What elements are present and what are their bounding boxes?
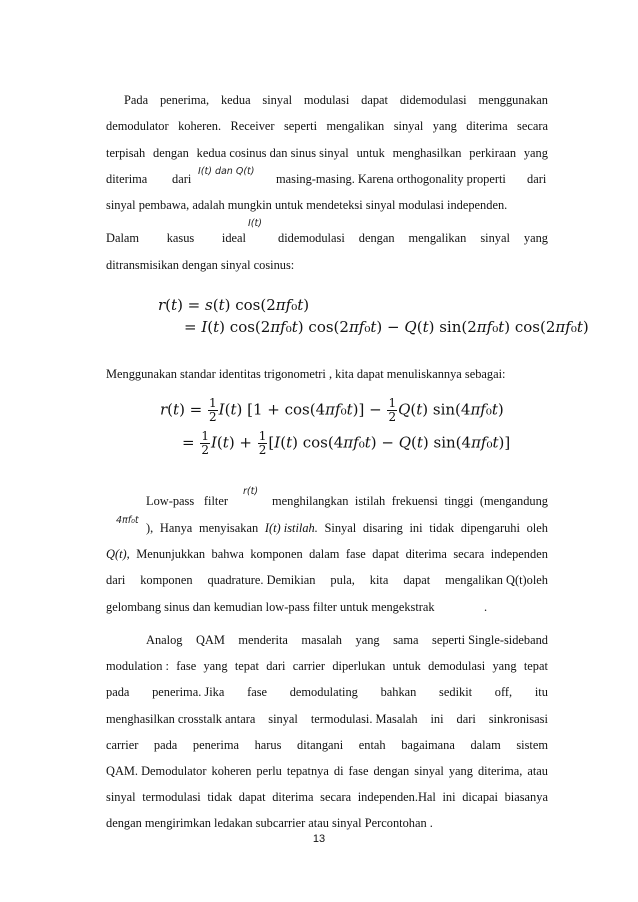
word: komponen <box>250 547 303 561</box>
word: kita <box>369 573 389 587</box>
equation2 <box>160 397 510 457</box>
word: QAM <box>195 633 225 647</box>
inline-math-i-q: I(t) dan Q(t) <box>198 166 255 177</box>
word: dicapai <box>462 790 498 804</box>
p2-line2: ditransmisikan dengan sinyal cosinus: <box>106 258 295 272</box>
word: sedikit <box>439 685 473 699</box>
p2-line1-left <box>106 230 246 246</box>
word: harus <box>254 738 282 752</box>
word: komponen <box>140 573 193 587</box>
equation1-row2: = I(t) cos(2πf₀t) cos(2πf₀t) − Q(t) sin(2πf₀t) cos(2πf₀t) <box>184 318 589 336</box>
word: secara <box>320 790 352 804</box>
p4-line3 <box>106 546 548 562</box>
word: penerima, <box>159 93 210 107</box>
p3-text: Menggunakan standar identitas trigonometri , kita dapat menuliskannya sebagai: <box>106 367 506 381</box>
word: dapat <box>403 573 431 587</box>
word: yang <box>355 633 380 647</box>
word: tepatnya <box>286 764 329 778</box>
word: dalam <box>470 738 501 752</box>
word: secara <box>453 547 485 561</box>
word: diterima <box>272 790 314 804</box>
word: sinyal <box>480 231 510 245</box>
word: Pada <box>124 93 149 107</box>
word: diterima <box>405 547 447 561</box>
word: sinyal <box>262 93 293 107</box>
p4-line4 <box>106 572 548 588</box>
p5-line6 <box>106 763 548 779</box>
word: Menunjukkan <box>136 547 206 561</box>
p4-line5: gelombang sinus dan kemudian low-pass filter untuk mengekstrak <box>106 600 435 614</box>
word: ini <box>430 712 444 726</box>
equation1 <box>158 296 589 336</box>
word: bagaimana <box>401 738 455 752</box>
word: pula, <box>330 573 355 587</box>
word: untuk <box>356 146 385 160</box>
word: sinyal <box>106 790 136 804</box>
p5-line4 <box>106 711 548 727</box>
word: Hanya <box>159 521 193 535</box>
equation2-row2: = $\frac{1}{2}$ I(t) + $\frac{1}{2}$ [I(t) cos(4πf₀t) − Q(t) sin(4πf₀t)] <box>182 429 511 457</box>
word: menderita <box>238 633 288 647</box>
word: ), <box>146 521 154 535</box>
word: dengan <box>358 231 395 245</box>
word: sinkronisasi <box>488 712 548 726</box>
word: dengan <box>153 146 189 160</box>
word: fase <box>345 547 366 561</box>
word: ini <box>442 790 456 804</box>
word: modulasi <box>303 93 350 107</box>
word: mengalikan <box>408 231 467 245</box>
equation2-row1: r(t) = $\frac{1}{2}$ I(t) [1 + cos(4πf₀t)] − $\frac{1}{2}$ Q(t) sin(4πf₀t) <box>160 396 504 424</box>
word: dalam <box>309 547 340 561</box>
word: sama <box>393 633 419 647</box>
word: yang <box>523 231 548 245</box>
p2-line1-right <box>278 230 548 246</box>
word: sinyal <box>414 764 444 778</box>
word: penerima <box>192 738 240 752</box>
p1-line3 <box>106 145 548 161</box>
word: itu <box>534 685 548 699</box>
word: frekuensi <box>391 494 438 508</box>
word: dari <box>106 573 126 587</box>
equation1-row1: r(t) = s(t) cos(2πf₀t) <box>158 296 310 314</box>
word: yang <box>523 146 548 160</box>
word: independen.Hal <box>357 790 436 804</box>
word: dari <box>456 712 476 726</box>
word: seperti Single-sideband <box>432 633 548 647</box>
word: perlu <box>256 764 282 778</box>
word: tepat <box>234 659 259 673</box>
word: didemodulasi <box>399 93 467 107</box>
word: disaring <box>362 521 403 535</box>
p5-line1 <box>146 632 548 648</box>
word: tidak <box>429 521 455 535</box>
word: kedua cosinus dan sinus sinyal <box>196 146 349 160</box>
word: Sinyal <box>324 521 357 535</box>
word: ini <box>409 521 423 535</box>
word: di <box>333 764 344 778</box>
word: Analog <box>146 633 183 647</box>
word: diterima, <box>477 764 523 778</box>
word: dari <box>266 659 286 673</box>
p4-line2 <box>146 520 548 536</box>
word: yang <box>492 659 517 673</box>
p5-line3 <box>106 684 548 700</box>
word: terpisah <box>106 146 146 160</box>
word: istilah <box>354 494 386 508</box>
p5-line8: dengan mengirimkan ledakan subcarrier atau sinyal Percontohan . <box>106 816 433 830</box>
word: modulation : <box>106 659 169 673</box>
word: entah <box>358 738 386 752</box>
inline-math-r: r(t) <box>243 486 259 497</box>
word: mengalikan Q(t)oleh <box>445 573 548 587</box>
p1-line4-dari: dari <box>172 172 192 186</box>
word: termodulasi. Masalah <box>310 712 418 726</box>
word: menghasilkan <box>392 146 462 160</box>
word: dapat <box>361 93 388 107</box>
page-number: 13 <box>312 833 326 845</box>
word: fase <box>176 659 197 673</box>
p1-line1 <box>124 92 548 108</box>
word: off, <box>494 685 513 699</box>
word: tinggi <box>444 494 474 508</box>
p1-line5: sinyal pembawa, adalah mungkin untuk mendeteksi sinyal modulasi independen. <box>106 198 508 212</box>
word: bahkan <box>380 685 417 699</box>
word: demodulating <box>289 685 358 699</box>
word: pada <box>106 685 130 699</box>
word: seperti <box>283 119 318 133</box>
word: carrier <box>292 659 326 673</box>
word: penerima. Jika <box>152 685 225 699</box>
word: ideal <box>221 231 246 245</box>
word: I(t) istilah. <box>264 521 318 535</box>
word: independen <box>490 547 548 561</box>
word: (mengandung <box>479 494 548 508</box>
word: dapat <box>238 790 266 804</box>
p5-line5 <box>106 737 548 753</box>
word: bahwa <box>211 547 244 561</box>
p1-line4-mid: masing-masing. Karena orthogonality properti <box>276 172 506 186</box>
word: demodulasi <box>428 659 486 673</box>
word: kasus <box>166 231 195 245</box>
word: menghilangkan <box>272 494 349 508</box>
word: didemodulasi <box>278 231 345 245</box>
word: biasanya <box>504 790 548 804</box>
word: demodulator <box>106 119 169 133</box>
p1-line2 <box>106 118 548 134</box>
word: yang <box>432 119 457 133</box>
word: Dalam <box>106 231 140 245</box>
p4-line5-end: . <box>484 600 488 614</box>
word: fase <box>247 685 268 699</box>
word: mengalikan <box>326 119 385 133</box>
word: QAM. Demodulator <box>106 764 207 778</box>
word: quadrature. Demikian <box>207 573 316 587</box>
p5-line2 <box>106 658 548 674</box>
word: menggunakan <box>478 93 548 107</box>
word: perkiraan <box>469 146 517 160</box>
word: koheren. <box>178 119 222 133</box>
word: ditangani <box>297 738 344 752</box>
word: pada <box>153 738 178 752</box>
inline-math-i: I(t) <box>248 218 262 229</box>
word: diterima <box>466 119 508 133</box>
word: secara <box>517 119 548 133</box>
word: tepat <box>523 659 548 673</box>
p4-line1-left <box>146 493 228 509</box>
p1-line4 <box>106 171 147 187</box>
word: sinyal <box>268 712 298 726</box>
word: dengan <box>373 764 410 778</box>
inline-math-4pif0t: 4πf₀t <box>116 515 139 526</box>
p5-line7 <box>106 789 548 805</box>
word: yang <box>203 659 228 673</box>
word: tidak <box>207 790 233 804</box>
word: oleh <box>526 521 548 535</box>
word: kedua <box>220 93 251 107</box>
word: Low-pass <box>146 494 195 508</box>
word: atau <box>527 764 548 778</box>
word: diperlukan <box>332 659 386 673</box>
word: sinyal <box>393 119 424 133</box>
word: dapat <box>372 547 400 561</box>
word: masalah <box>301 633 343 647</box>
word: yang <box>448 764 473 778</box>
word: fase <box>348 764 369 778</box>
word: dipengaruhi <box>460 521 520 535</box>
word: untuk <box>392 659 421 673</box>
word: filter <box>203 494 228 508</box>
p1-line4-end: dari <box>527 172 547 186</box>
p4-line1-right <box>272 493 548 509</box>
word: menyisakan <box>198 521 259 535</box>
word: sistem <box>516 738 548 752</box>
word: carrier <box>106 738 139 752</box>
word: Receiver <box>230 119 275 133</box>
word: termodulasi <box>142 790 201 804</box>
word: koheren <box>211 764 252 778</box>
word: menghasilkan crosstalk antara <box>106 712 256 726</box>
word: Q(t), <box>106 547 130 561</box>
p1-line4-start: diterima <box>106 172 148 186</box>
